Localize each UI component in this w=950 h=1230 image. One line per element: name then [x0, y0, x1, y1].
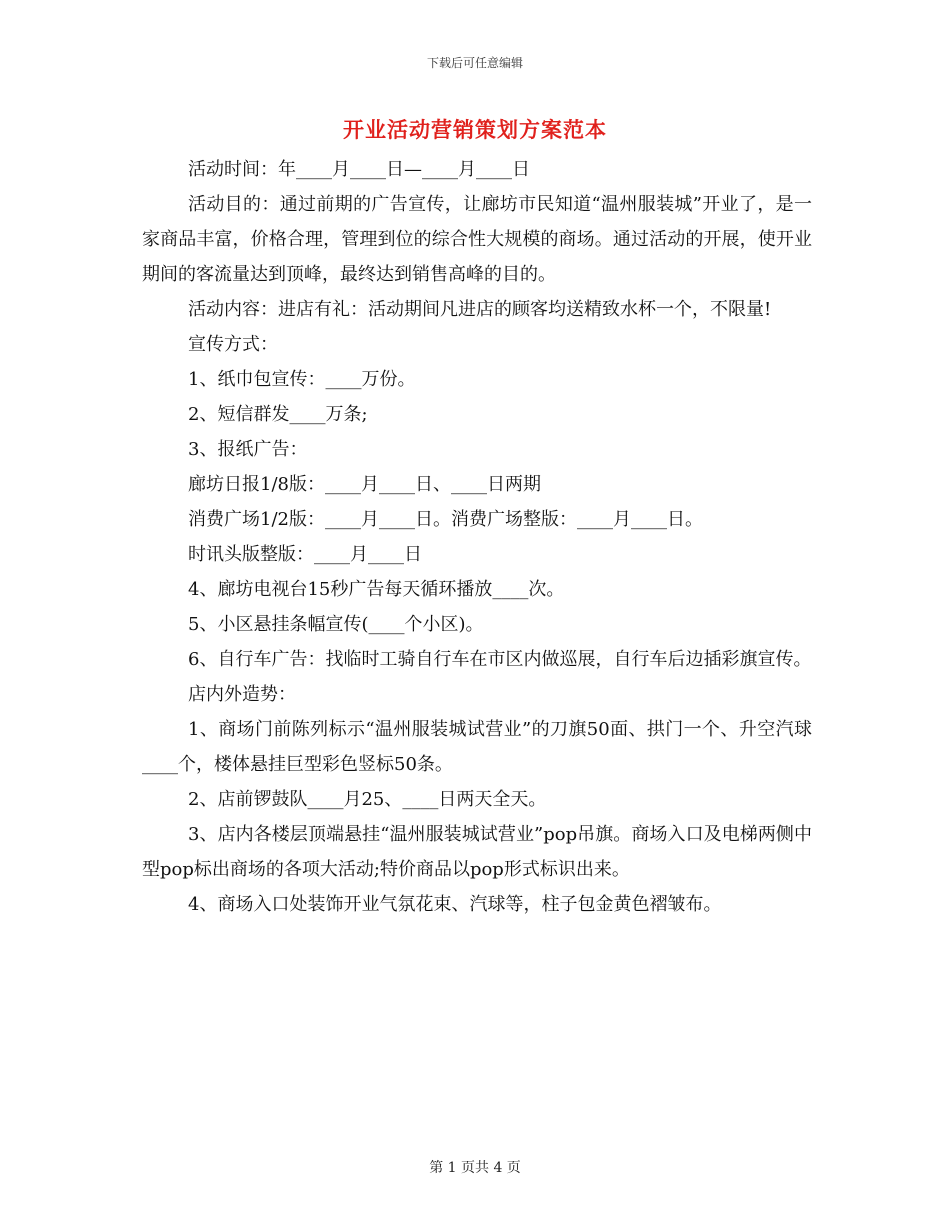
paragraph-newspaper-1: 廊坊日报1/8版：____月____日、____日两期	[188, 474, 541, 495]
document-body	[142, 152, 812, 922]
header-note: 下载后可任意编辑	[426, 56, 523, 70]
paragraph-activity-time: 活动时间：年____月____日—____月____日	[188, 159, 530, 180]
paragraph-store-2: 2、店前锣鼓队____月25、____日两天全天。	[188, 789, 547, 810]
paragraph-promo-1: 1、纸巾包宣传：____万份。	[188, 369, 416, 390]
document-title: 开业活动营销策划方案范本	[343, 117, 607, 142]
paragraph-store-heading: 店内外造势：	[188, 684, 296, 705]
paragraph-promo-2: 2、短信群发____万条;	[188, 404, 368, 425]
page-number: 第 1 页共 4 页	[429, 1160, 521, 1176]
paragraph-promotion-heading: 宣传方式：	[188, 334, 278, 355]
paragraph-store-1: 1、商场门前陈列标示“温州服装城试营业”的刀旗50面、拱门一个、升空汽球____个，楼体悬挂巨型彩色竖标50条。	[142, 719, 812, 775]
paragraph-promo-6: 6、自行车广告：找临时工骑自行车在市区内做巡展，自行车后边插彩旗宣传。	[188, 649, 812, 670]
paragraph-promo-4: 4、廊坊电视台15秒广告每天循环播放____次。	[188, 579, 565, 600]
paragraph-activity-purpose: 活动目的：通过前期的广告宣传，让廊坊市民知道“温州服装城”开业了，是一家商品丰富，价格合理，管理到位的综合性大规模的商场。通过活动的开展，使开业期间的客流量达到顶峰，最终达到销售高峰的目的。	[142, 194, 812, 285]
paragraph-promo-3: 3、报纸广告：	[188, 439, 308, 460]
paragraph-store-3: 3、店内各楼层顶端悬挂“温州服装城试营业”pop吊旗。商场入口及电梯两侧中型pop标出商场的各项大活动;特价商品以pop形式标识出来。	[142, 824, 812, 880]
paragraph-store-4: 4、商场入口处装饰开业气氛花束、汽球等，柱子包金黄色褶皱布。	[188, 894, 722, 915]
paragraph-activity-content: 活动内容：进店有礼：活动期间凡进店的顾客均送精致水杯一个，不限量!	[188, 299, 772, 320]
paragraph-newspaper-2: 消费广场1/2版：____月____日。消费广场整版：____月____日。	[188, 509, 703, 530]
paragraph-newspaper-3: 时讯头版整版：____月____日	[188, 544, 422, 565]
paragraph-promo-5: 5、小区悬挂条幅宣传(____个小区)。	[188, 614, 484, 635]
